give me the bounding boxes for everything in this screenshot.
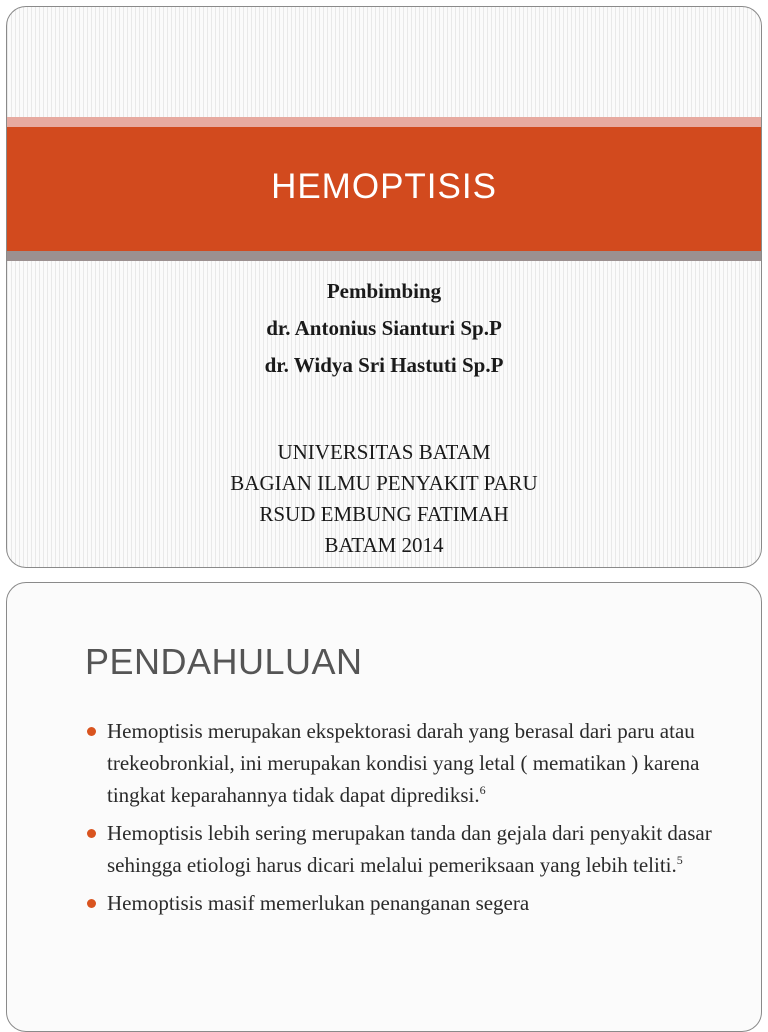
bullet-dot-icon	[87, 899, 96, 908]
reference-number: 6	[479, 783, 486, 797]
slide-heading: PENDAHULUAN	[85, 641, 363, 682]
institution-block	[7, 437, 761, 561]
supervisor-heading: Pembimbing	[326, 279, 442, 303]
supervisor-block	[7, 273, 761, 384]
bullet-dot-icon	[87, 829, 96, 838]
bullet-text: Hemoptisis merupakan ekspektorasi darah yang berasal dari paru atau trekeobronkial, ini merupakan kondisi yang letal ( mematikan ) karena tingkat keparahannya tidak dapat diprediksi.	[107, 719, 700, 807]
bullet-item	[85, 887, 735, 919]
institution-line: BAGIAN ILMU PENYAKIT PARU	[230, 471, 538, 495]
supervisor-name: dr. Widya Sri Hastuti Sp.P	[264, 353, 504, 377]
bullet-list	[85, 715, 735, 925]
bullet-text: Hemoptisis masif memerlukan penanganan segera	[107, 891, 530, 915]
institution-line: BATAM 2014	[324, 533, 444, 557]
institution-line: UNIVERSITAS BATAM	[277, 440, 491, 464]
institution-line: RSUD EMBUNG FATIMAH	[259, 502, 509, 526]
title-slide	[6, 6, 762, 568]
content-slide	[6, 582, 762, 1032]
bullet-dot-icon	[87, 727, 96, 736]
bullet-item	[85, 715, 735, 811]
supervisor-name: dr. Antonius Sianturi Sp.P	[266, 316, 502, 340]
reference-number: 5	[676, 853, 683, 867]
bullet-item	[85, 817, 735, 881]
title-band-bottom-stripe	[7, 251, 761, 261]
slide-title: HEMOPTISIS	[271, 167, 497, 206]
bullet-text: Hemoptisis lebih sering merupakan tanda dan gejala dari penyakit dasar sehingga etiologi harus dicari melalui pemeriksaan yang lebih teliti.	[107, 821, 712, 877]
title-band-top-stripe	[7, 117, 761, 127]
